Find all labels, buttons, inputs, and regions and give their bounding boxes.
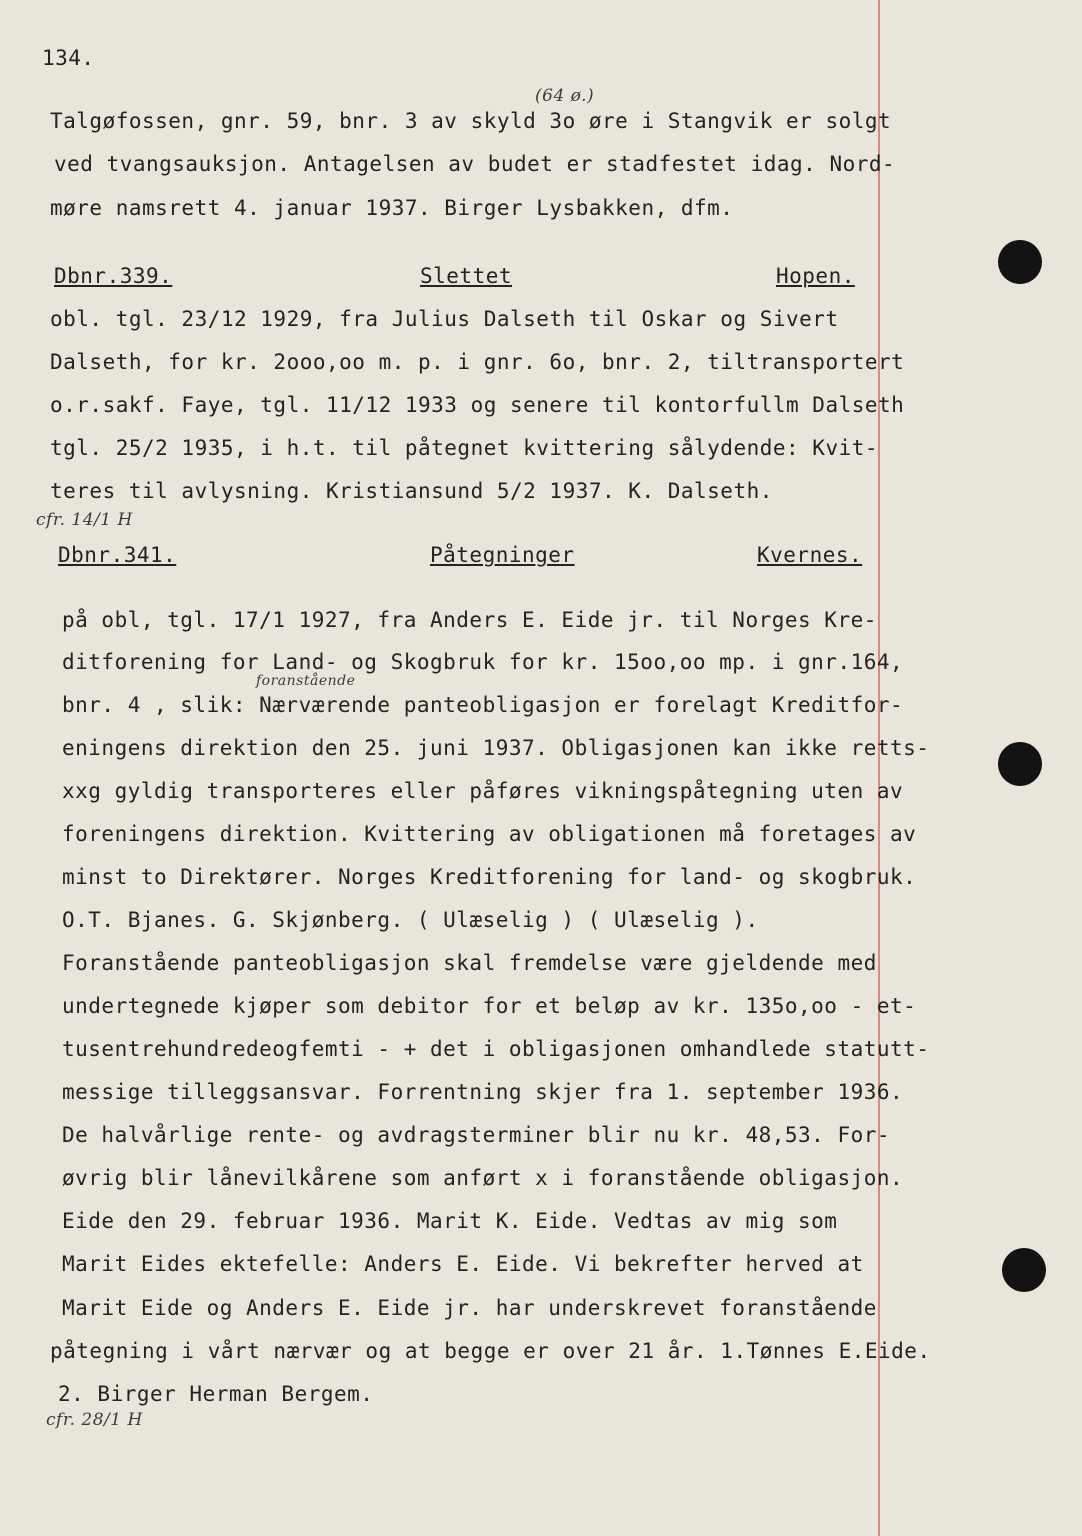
punch-hole-top <box>998 240 1042 284</box>
handwritten-overwrite: foranstående <box>256 673 356 689</box>
entry2-line-4: eningens direktion den 25. juni 1937. Obligasjonen kan ikke retts- <box>62 736 930 760</box>
entry2-line-8: O.T. Bjanes. G. Skjønberg. ( Ulæselig ) ( Ulæselig ). <box>62 908 759 932</box>
entry1-dbnr: Dbnr.339. <box>54 264 173 288</box>
paragraph1-line-1: Talgøfossen, gnr. 59, bnr. 3 av skyld 3o øre i Stangvik er solgt <box>50 109 892 133</box>
entry1-place: Hopen. <box>776 264 855 288</box>
entry2-line-19: 2. Birger Herman Bergem. <box>58 1382 374 1406</box>
entry2-line-9: Foranstående panteobligasjon skal fremdelse være gjeldende med <box>62 951 877 975</box>
margin-rule <box>878 0 880 1536</box>
handwritten-margin-note: cfr. 14/1 H <box>36 510 133 530</box>
entry2-line-13: De halvårlige rente- og avdragsterminer blir nu kr. 48,53. For- <box>62 1123 891 1147</box>
entry2-line-3: bnr. 4 , slik: Nærværende panteobligasjon er forelagt Kreditfor- <box>62 693 904 717</box>
entry1-line-5: teres til avlysning. Kristiansund 5/2 1937. K. Dalseth. <box>50 479 773 503</box>
entry2-line-5: xxg gyldig transporteres eller påføres vikningspåtegning uten av <box>62 779 904 803</box>
entry2-line-1: på obl, tgl. 17/1 1927, fra Anders E. Eide jr. til Norges Kre- <box>62 608 877 632</box>
paragraph1-line-2: ved tvangsauksjon. Antagelsen av budet er stadfestet idag. Nord- <box>54 152 896 176</box>
entry2-line-17: Marit Eide og Anders E. Eide jr. har underskrevet foranstående <box>62 1296 877 1320</box>
entry1-line-4: tgl. 25/2 1935, i h.t. til påtegnet kvittering sålydende: Kvit- <box>50 436 879 460</box>
entry2-line-18: påtegning i vårt nærvær og at begge er over 21 år. 1.Tønnes E.Eide. <box>50 1339 931 1363</box>
entry2-line-14: øvrig blir lånevilkårene som anført x i foranstående obligasjon. <box>62 1166 904 1190</box>
entry1-line-1: obl. tgl. 23/12 1929, fra Julius Dalseth til Oskar og Sivert <box>50 307 839 331</box>
entry2-line-7: minst to Direktører. Norges Kreditforening for land- og skogbruk. <box>62 865 917 889</box>
entry1-line-3: o.r.sakf. Faye, tgl. 11/12 1933 og senere til kontorfullm Dalseth <box>50 393 905 417</box>
entry1-line-2: Dalseth, for kr. 2ooo,oo m. p. i gnr. 6o, bnr. 2, tiltransportert <box>50 350 905 374</box>
entry1-title: Slettet <box>420 264 513 288</box>
entry2-line-15: Eide den 29. februar 1936. Marit K. Eide. Vedtas av mig som <box>62 1209 838 1233</box>
entry2-line-2: ditforening for Land- og Skogbruk for kr. 15oo,oo mp. i gnr.164, <box>62 650 904 674</box>
entry2-title: Påtegninger <box>430 543 575 567</box>
handwritten-top-note: (64 ø.) <box>535 86 595 106</box>
punch-hole-middle <box>998 742 1042 786</box>
page-number: 134. <box>42 46 95 70</box>
entry2-line-11: tusentrehundredeogfemti - + det i obligasjonen omhandlede statutt- <box>62 1037 930 1061</box>
entry2-line-16: Marit Eides ektefelle: Anders E. Eide. Vi bekrefter herved at <box>62 1252 864 1276</box>
entry2-line-6: foreningens direktion. Kvittering av obligationen må foretages av <box>62 822 917 846</box>
entry2-line-10: undertegnede kjøper som debitor for et beløp av kr. 135o,oo - et- <box>62 994 917 1018</box>
entry2-place: Kvernes. <box>757 543 863 567</box>
entry2-line-12: messige tilleggsansvar. Forrentning skjer fra 1. september 1936. <box>62 1080 904 1104</box>
punch-hole-bottom <box>1002 1248 1046 1292</box>
paragraph1-line-3: møre namsrett 4. januar 1937. Birger Lysbakken, dfm. <box>50 196 734 220</box>
entry2-dbnr: Dbnr.341. <box>58 543 177 567</box>
handwritten-bottom-note: cfr. 28/1 H <box>46 1410 143 1430</box>
